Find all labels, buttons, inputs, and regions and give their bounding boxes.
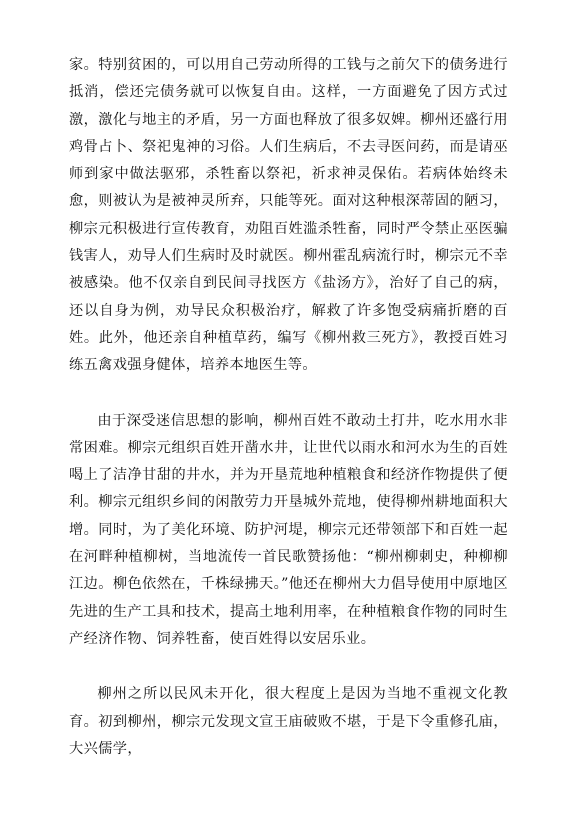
paragraph-1: 家。特别贫困的，可以用自己劳动所得的工钱与之前欠下的债务进行抵消，偿还完债务就可以恢复自由。这样，一方面避免了因方式过激，激化与地主的矛盾，另一方面也释放了很多奴婢。柳州还盛行用鸡骨占卜、祭祀鬼神的习俗。人们生病后，不去寻医问药，而是请巫师到家中做法驱邪，杀牲畜以祭祀，祈求神灵保佑。若病体始终未愈，则被认为是被神灵所弃，只能等死。面对这种根深蒂固的陋习，柳宗元积极进行宣传教育，劝阻百姓滥杀牲畜，同时严令禁止巫医骗钱害人，劝导人们生病时及时就医。柳州霍乱病流行时，柳宗元不幸被感染。他不仅亲自到民间寻找医方《盐汤方》，治好了自己的病，还以自身为例，劝导民众积极治疗，解救了许多饱受病痛折磨的百姓。此外，他还亲自种植草药，编写《柳州救三死方》，教授百姓习练五禽戏强身健体，培养本地医生等。 [69, 57, 508, 374]
paragraph-gap [69, 653, 508, 681]
paragraph-gap [69, 380, 508, 408]
paragraph-2: 由于深受迷信思想的影响，柳州百姓不敢动土打井，吃水用水非常困难。柳宗元组织百姓开凿水井，让世代以雨水和河水为生的百姓喝上了洁净甘甜的井水，并为开垦荒地种植粮食和经济作物提供了便利。柳宗元组织乡间的闲散劳力开垦城外荒地，使得柳州耕地面积大增。同时，为了美化环境、防护河堤，柳宗元还带领部下和百姓一起在河畔种植柳树，当地流传一首民歌赞扬他：“柳州柳刺史，种柳柳江边。柳色依然在，千株绿拂天。”他还在柳州大力倡导使用中原地区先进的生产工具和技术，提高土地利用率，在种植粮食作物的同时生产经济作物、饲养牲畜，使百姓得以安居乐业。 [69, 412, 508, 647]
paragraph-3: 柳州之所以民风未开化，很大程度上是因为当地不重视文化教育。初到柳州，柳宗元发现文宣王庙破败不堪，于是下令重修孔庙，大兴儒学， [69, 686, 508, 757]
